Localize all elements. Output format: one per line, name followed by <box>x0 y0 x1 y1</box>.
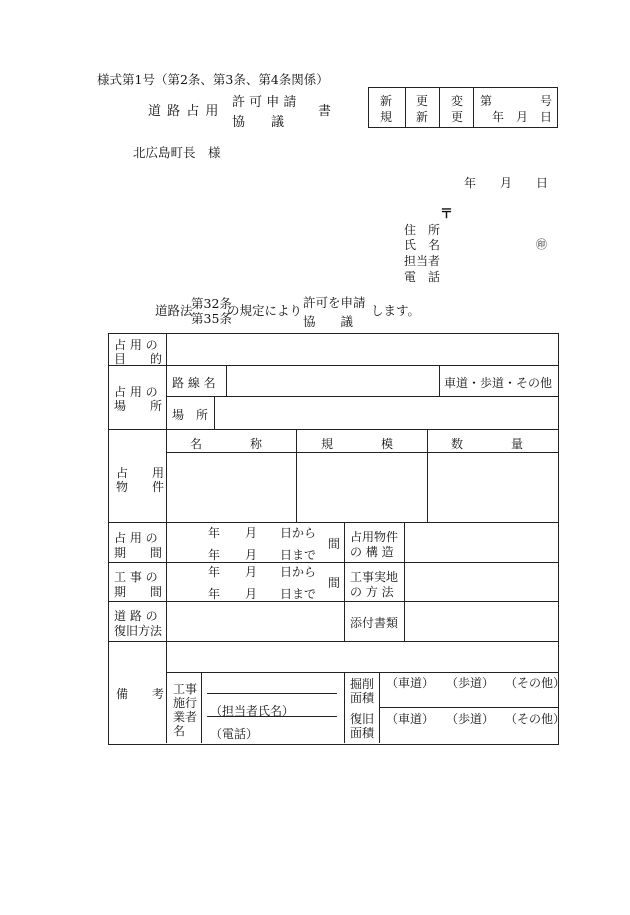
work-to-day: 日まで <box>280 587 317 601</box>
number-month: 月 <box>516 110 529 124</box>
excavation-other: （その他） <box>505 676 566 690</box>
restoration-roadway: （車道） <box>386 712 435 726</box>
statement-article-32: 第32条 <box>191 296 232 311</box>
type-new-bottom: 規 <box>380 110 393 124</box>
work-from-day: 日から <box>280 565 317 579</box>
contractor-name-field[interactable] <box>208 676 336 692</box>
restoration-other: （その他） <box>505 712 566 726</box>
statement-law: 道路法 <box>155 303 193 318</box>
title-option-consult: 協 議 <box>232 115 285 130</box>
excavation-area-label: 掘削 面積 <box>350 677 375 705</box>
period-to-day: 日まで <box>280 548 317 562</box>
objects-col-scale: 規 模 <box>321 437 394 451</box>
structure-field[interactable] <box>406 524 556 561</box>
number-go: 号 <box>540 94 553 108</box>
statement-provision: の規定により <box>227 303 303 318</box>
objects-col-name: 名 称 <box>190 437 263 451</box>
road-type-options[interactable]: 車道・歩道・その他 <box>444 376 553 390</box>
purpose-field[interactable] <box>168 335 556 364</box>
contact-name-label: （担当者氏名） <box>210 704 295 718</box>
statement-end: します。 <box>371 303 421 318</box>
location-label-1: 占 用 の <box>114 385 158 399</box>
type-change-top: 変 <box>451 94 464 108</box>
objects-quantity-field[interactable] <box>429 454 556 521</box>
objects-label-1: 占 用 <box>116 466 165 480</box>
applicant-name-label: 氏 名 <box>404 238 441 252</box>
objects-scale-field[interactable] <box>298 454 426 521</box>
number-year: 年 <box>492 110 505 124</box>
restoration-area-label: 復旧 面積 <box>350 712 375 740</box>
work-to-year: 年 <box>208 587 221 601</box>
restoration-field[interactable] <box>168 603 343 640</box>
structure-label-2: の 構 造 <box>350 545 394 559</box>
statement-option-apply: 許可を申請 <box>303 295 366 310</box>
work-period-label-2: 期 間 <box>114 585 163 599</box>
place-label: 場 所 <box>172 408 209 422</box>
statement-option-consult: 協 議 <box>303 314 354 329</box>
date-year: 年 <box>464 176 477 190</box>
work-kan: 間 <box>328 576 341 590</box>
restoration-sidewalk: （歩道） <box>446 712 495 726</box>
applicant-address-label: 住 所 <box>404 223 441 237</box>
purpose-label-2: 目 的 <box>114 352 163 366</box>
type-renew-top: 更 <box>416 94 429 108</box>
excavation-sidewalk: （歩道） <box>446 676 495 690</box>
place-field[interactable] <box>216 398 556 428</box>
location-label-2: 場 所 <box>114 399 163 413</box>
period-to-year: 年 <box>208 548 221 562</box>
method-label-2: の 方 法 <box>350 585 394 599</box>
title-option-apply: 許 可 申 請 <box>232 95 297 110</box>
attachments-label: 添付書類 <box>350 616 399 630</box>
postal-mark: 〒 <box>440 207 454 222</box>
method-label-1: 工事実地 <box>350 570 399 584</box>
objects-col-quantity: 数 量 <box>451 437 524 451</box>
period-to-month: 月 <box>245 548 258 562</box>
objects-name-field[interactable] <box>168 454 295 521</box>
date-day: 日 <box>536 176 549 190</box>
work-period-label-1: 工 事 の <box>114 570 158 584</box>
applicant-phone-label: 電 話 <box>404 270 441 284</box>
work-from-year: 年 <box>208 565 221 579</box>
period-label-1: 占 用 の <box>114 531 158 545</box>
period-from-day: 日から <box>280 526 317 540</box>
attachments-field[interactable] <box>406 603 556 640</box>
seal-icon: ㊞ <box>536 238 547 251</box>
type-renew-bottom: 新 <box>416 110 429 124</box>
type-new-top: 新 <box>380 94 393 108</box>
title-prefix: 道 路 占 用 <box>148 104 220 119</box>
route-name-label: 路 線 名 <box>172 376 216 390</box>
title-suffix: 書 <box>318 104 332 119</box>
period-from-year: 年 <box>208 526 221 540</box>
statement-article-35: 第35条 <box>191 311 232 326</box>
type-change-bottom: 更 <box>451 110 464 124</box>
contractor-label: 工事 施行 業者 名 <box>173 682 198 738</box>
restoration-label-2: 復旧方法 <box>114 624 163 638</box>
number-day: 日 <box>540 110 553 124</box>
date-month: 月 <box>500 176 513 190</box>
restoration-label-1: 道 路 の <box>114 609 158 623</box>
addressee: 北広島町長 様 <box>133 145 221 160</box>
structure-label-1: 占用物件 <box>350 530 399 544</box>
period-kan: 間 <box>328 537 341 551</box>
work-from-month: 月 <box>245 565 258 579</box>
period-from-month: 月 <box>245 526 258 540</box>
applicant-contact-label: 担当者 <box>404 254 441 268</box>
number-dai: 第 <box>480 94 493 108</box>
remarks-label: 備 考 <box>116 687 165 701</box>
excavation-roadway: （車道） <box>386 676 435 690</box>
form-number: 様式第1号（第2条、第3条、第4条関係） <box>97 72 329 87</box>
remarks-field[interactable] <box>168 643 556 671</box>
work-to-month: 月 <box>245 587 258 601</box>
objects-label-2: 物 件 <box>116 480 165 494</box>
route-name-field[interactable] <box>228 367 438 395</box>
method-field[interactable] <box>406 564 556 600</box>
contractor-phone-label: （電話） <box>210 727 259 741</box>
period-label-2: 期 間 <box>114 546 163 560</box>
purpose-label-1: 占 用 の <box>114 338 158 352</box>
